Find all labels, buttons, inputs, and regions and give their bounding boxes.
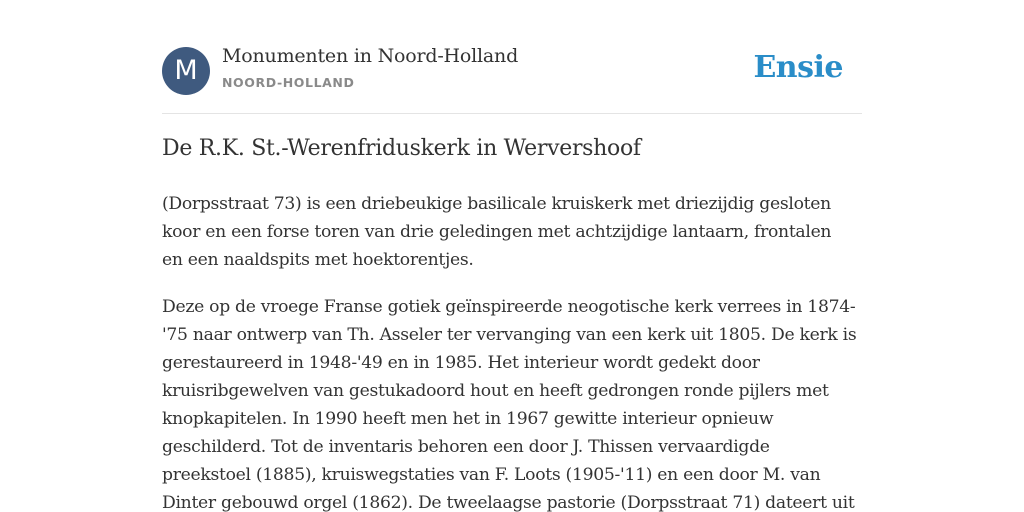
paragraph-line: (Dorpsstraat 73) is een driebeukige basilicale kruiskerk met driezijdig gesloten [162, 194, 831, 214]
source-title-link[interactable]: Monumenten in Noord-Holland [222, 45, 519, 67]
article-title: De R.K. St.-Werenfriduskerk in Wervershoof [162, 136, 641, 161]
paragraph-line: kruisribgewelven van gestukadoord hout en heeft gedrongen ronde pijlers met [162, 381, 829, 401]
paragraph-line: preekstoel (1885), kruiswegstaties van F. Loots (1905-'11) en een door M. van [162, 465, 821, 485]
article-paragraph [162, 293, 862, 512]
paragraph-line: gerestaureerd in 1948-'49 en in 1985. Het interieur wordt gedekt door [162, 353, 760, 373]
source-header [162, 0, 862, 114]
ensie-logo-link[interactable]: Ensie [753, 50, 843, 85]
paragraph-line: knopkapitelen. In 1990 heeft men het in 1967 gewitte interieur opnieuw [162, 409, 774, 429]
paragraph-line: Dinter gebouwd orgel (1862). De tweelaagse pastorie (Dorpsstraat 71) dateert uit [162, 493, 855, 512]
paragraph-line: Deze op de vroege Franse gotiek geïnspireerde neogotische kerk verrees in 1874- [162, 297, 856, 317]
article-paragraph [162, 190, 862, 274]
paragraph-line: koor en een forse toren van drie geledingen met achtzijdige lantaarn, frontalen [162, 222, 832, 242]
paragraph-line: en een naaldspits met hoektorentjes. [162, 250, 474, 270]
article-body [162, 190, 862, 512]
source-avatar[interactable]: M [162, 47, 210, 95]
paragraph-line: '75 naar ontwerp van Th. Asseler ter vervanging van een kerk uit 1805. De kerk is [162, 325, 857, 345]
source-region-label: NOORD-HOLLAND [222, 75, 355, 90]
content-container [162, 0, 862, 512]
paragraph-line: geschilderd. Tot de inventaris behoren een door J. Thissen vervaardigde [162, 437, 770, 457]
